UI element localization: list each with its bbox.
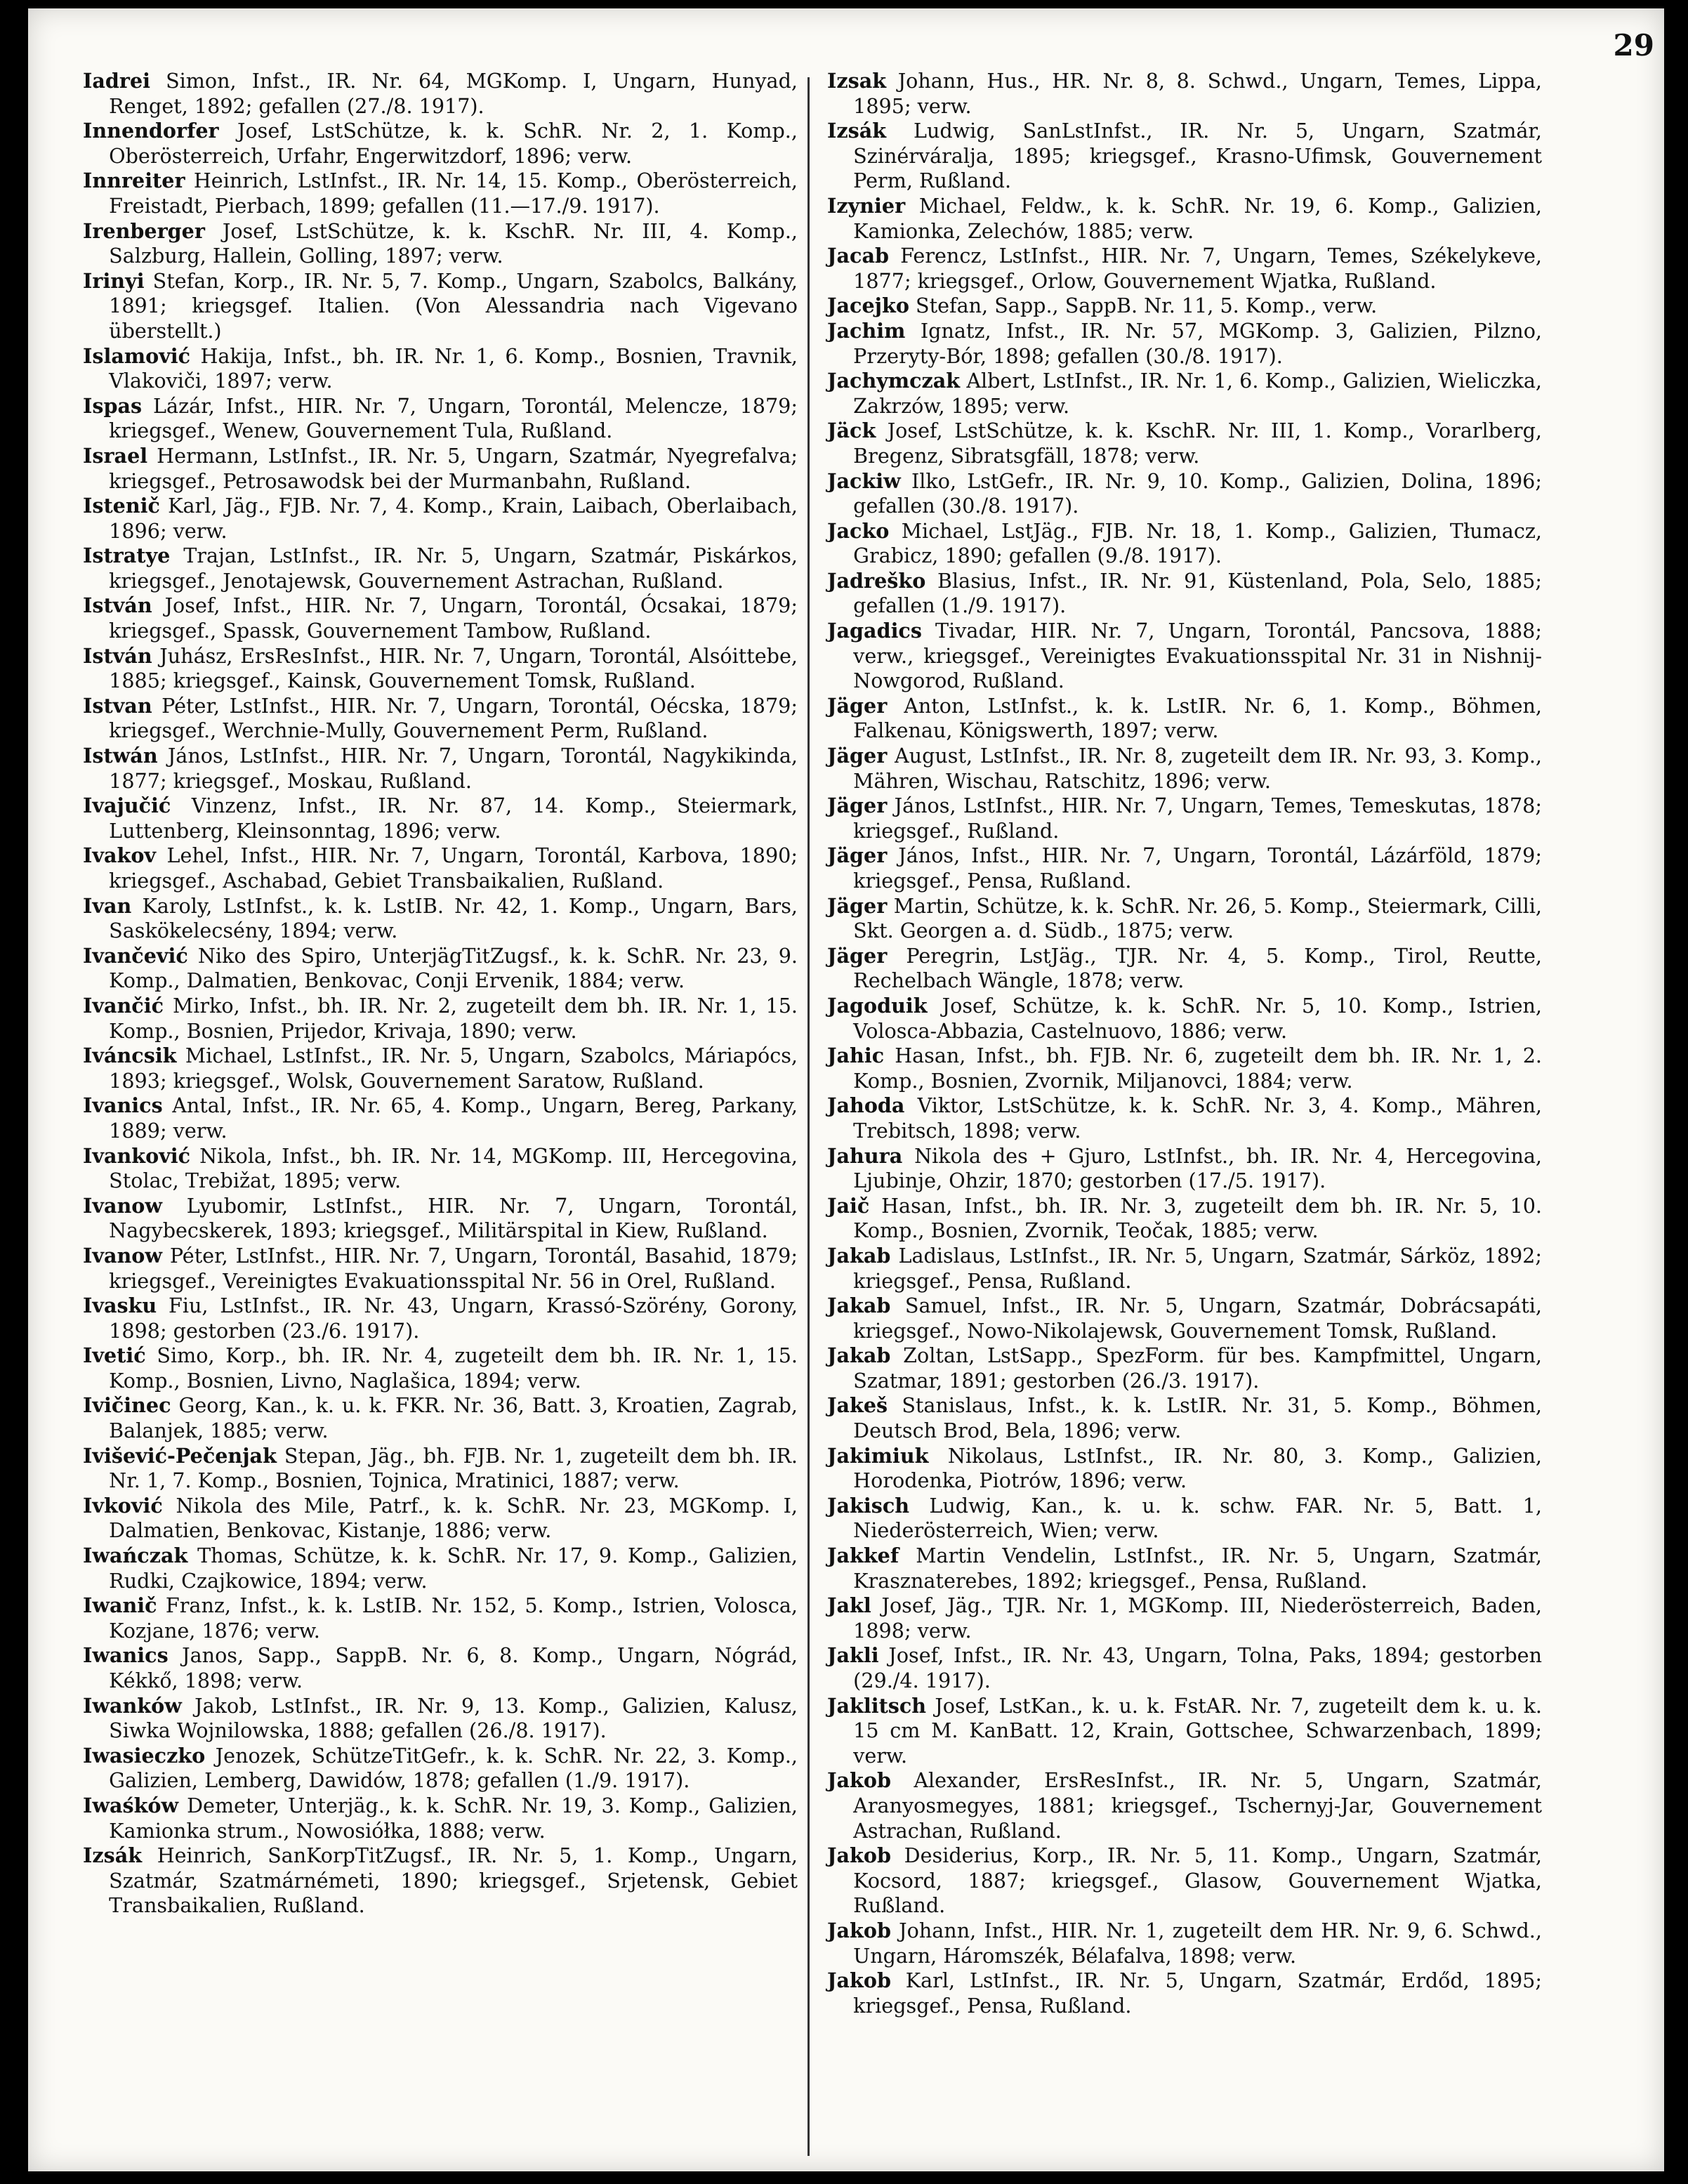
entry-details: Niko des Spiro, UnterjägTitZugsf., k. k. SchR. Nr. 23, 9. Komp., Dalmatien, Benkovac, Conji Ervenik, 1884; verw. xyxy=(109,943,798,993)
entry-details: Karl, Jäg., FJB. Nr. 7, 4. Komp., Krain, Laibach, Oberlaibach, 1896; verw. xyxy=(109,494,798,543)
register-entry xyxy=(827,419,1542,468)
register-entry xyxy=(827,1444,1542,1494)
register-entry xyxy=(827,1968,1542,2018)
register-entry xyxy=(827,294,1542,319)
entry-surname: Jakob xyxy=(827,1968,891,1993)
entry-details: Lázár, Infst., HIR. Nr. 7, Ungarn, Torontál, Melencze, 1879; kriegsgef., Wenew, Gouvernement Tula, Rußland. xyxy=(109,393,798,443)
entry-details: János, Infst., HIR. Nr. 7, Ungarn, Torontál, Lázárföld, 1879; kriegsgef., Pensa, Rußland. xyxy=(853,843,1543,893)
entry-details: Vinzenz, Infst., IR. Nr. 87, 14. Komp., Steiermark, Luttenberg, Kleinsonntag, 1896; verw. xyxy=(109,794,798,843)
entry-details: Karl, LstInfst., IR. Nr. 5, Ungarn, Szatmár, Erdőd, 1895; kriegsgef., Pensa, Rußland. xyxy=(853,1968,1542,2018)
page-number: 29 xyxy=(1613,28,1654,63)
entry-surname: Iadrei xyxy=(83,69,151,93)
register-entry xyxy=(83,1593,798,1643)
entry-surname: Jahura xyxy=(827,1143,903,1168)
entry-surname: Jäger xyxy=(827,744,888,768)
entry-details: Michael, Feldw., k. k. SchR. Nr. 19, 6. Komp., Galizien, Kamionka, Zelechów, 1885; verw. xyxy=(853,193,1542,243)
register-entry xyxy=(83,1294,798,1343)
entry-surname: Jadreško xyxy=(827,568,926,593)
register-entry xyxy=(83,1794,798,1843)
register-entry xyxy=(827,1768,1542,1843)
entry-surname: Istvan xyxy=(83,693,152,718)
entry-surname: Jahoda xyxy=(827,1093,905,1118)
register-entry xyxy=(83,119,798,169)
entry-surname: Jäger xyxy=(827,893,888,918)
entry-details: Josef, LstSchütze, k. k. SchR. Nr. 2, 1. Komp., Oberösterreich, Urfahr, Engerwitzdorf, 1896; verw. xyxy=(109,119,798,168)
entry-surname: Iwanič xyxy=(83,1593,157,1618)
entry-surname: Ivan xyxy=(83,893,132,918)
entry-details: Josef, LstSchütze, k. k. KschR. Nr. III, 1. Komp., Vorarlberg, Bregenz, Sibratsgfäll, 1878; verw. xyxy=(853,419,1542,468)
entry-surname: Izynier xyxy=(827,193,906,218)
entry-details: Ferencz, LstInfst., HIR. Nr. 7, Ungarn, Temes, Székelykeve, 1877; kriegsgef., Orlow, Gouvernement Wjatka, Rußland. xyxy=(853,244,1542,293)
entry-details: Desiderius, Korp., IR. Nr. 5, 11. Komp., Ungarn, Szatmár, Kocsord, 1887; kriegsgef., Glasow, Gouvernement Wjatka, Rußland. xyxy=(853,1843,1542,1918)
entry-details: Nikola des + Gjuro, LstInfst., bh. IR. Nr. 4, Hercegovina, Ljubinje, Ohzir, 1870; gestorben (17./5. 1917). xyxy=(853,1143,1542,1193)
register-entry xyxy=(827,1694,1542,1769)
register-entry xyxy=(827,1494,1542,1544)
entry-surname: Iwasieczko xyxy=(83,1743,206,1768)
entry-details: Josef, LstKan., k. u. k. FstAR. Nr. 7, zugeteilt dem k. u. k. 15 cm M. KanBatt. 12, Krain, Gottschee, Schwarzenbach, 1899; verw. xyxy=(853,1693,1543,1768)
entry-details: Samuel, Infst., IR. Nr. 5, Ungarn, Szatmár, Dobrácsapáti, kriegsgef., Nowo-Nikolajewsk, Gouvernement Tomsk, Rußland. xyxy=(853,1294,1542,1343)
entry-details: Johann, Infst., HIR. Nr. 1, zugeteilt dem HR. Nr. 9, 6. Schwd., Ungarn, Háromszék, Bélafalva, 1898; verw. xyxy=(853,1918,1542,1968)
entry-details: Stefan, Sapp., SappB. Nr. 11, 5. Komp., verw. xyxy=(915,294,1378,318)
entry-surname: Ivančić xyxy=(83,993,164,1018)
entry-details: Josef, Schütze, k. k. SchR. Nr. 5, 10. Komp., Istrien, Volosca-Abbazia, Castelnuovo, 1886; verw. xyxy=(853,993,1542,1043)
entry-surname: Jahic xyxy=(827,1044,885,1068)
entry-details: Josef, Infst., HIR. Nr. 7, Ungarn, Torontál, Ócsakai, 1879; kriegsgef., Spassk, Gouvernement Tambow, Rußland. xyxy=(109,593,798,643)
entry-details: Michael, LstJäg., FJB. Nr. 18, 1. Komp., Galizien, Tłumacz, Grabicz, 1890; gefallen (9./8. 1917). xyxy=(853,518,1542,568)
register-entry xyxy=(83,1343,798,1393)
register-entry xyxy=(827,794,1542,843)
entry-details: Hasan, Infst., bh. FJB. Nr. 6, zugeteilt dem bh. IR. Nr. 1, 2. Komp., Bosnien, Zvornik, Miljanovci, 1884; verw. xyxy=(853,1044,1542,1093)
entry-surname: Jakab xyxy=(827,1343,891,1368)
entry-surname: Iváncsik xyxy=(83,1044,177,1068)
register-entry xyxy=(827,519,1542,569)
register-entry xyxy=(83,1694,798,1744)
register-entry xyxy=(83,344,798,394)
register-entry xyxy=(83,1643,798,1693)
register-entry xyxy=(827,1843,1542,1919)
register-entry xyxy=(83,1393,798,1443)
entry-surname: Islamović xyxy=(83,343,191,368)
register-entry xyxy=(827,894,1542,944)
entry-details: Stanislaus, Infst., k. k. LstIR. Nr. 31, 5. Komp., Böhmen, Deutsch Brod, Bela, 1896; verw. xyxy=(853,1393,1543,1443)
register-entry xyxy=(83,894,798,944)
register-entry xyxy=(83,1144,798,1194)
register-entry xyxy=(827,1643,1542,1693)
entry-details: Georg, Kan., k. u. k. FKR. Nr. 36, Batt. 3, Kroatien, Zagrab, Balanjek, 1885; verw. xyxy=(109,1393,798,1443)
entry-details: Alexander, ErsResInfst., IR. Nr. 5, Ungarn, Szatmár, Aranyosmegyes, 1881; kriegsgef., Tschernyj-Jar, Gouvernement Astrachan, Rußland. xyxy=(853,1768,1542,1843)
register-entry xyxy=(83,1444,798,1494)
entry-details: Ludwig, SanLstInfst., IR. Nr. 5, Ungarn, Szatmár, Szinérváralja, 1895; kriegsgef., Krasno-Ufimsk, Gouvernement Perm, Rußland. xyxy=(853,119,1542,193)
entry-surname: Izsak xyxy=(827,69,887,93)
entry-surname: Jaklitsch xyxy=(827,1693,927,1718)
register-entry xyxy=(83,944,798,994)
entry-surname: Ivanow xyxy=(83,1243,162,1268)
register-entry xyxy=(83,644,798,694)
entry-surname: Jachim xyxy=(827,318,906,343)
register-entry xyxy=(827,569,1542,619)
register-entry xyxy=(827,744,1542,794)
entry-surname: Ivančević xyxy=(83,943,188,968)
entry-surname: Israel xyxy=(83,443,148,468)
entry-details: Thomas, Schütze, k. k. SchR. Nr. 17, 9. Komp., Galizien, Rudki, Czajkowice, 1894; verw. xyxy=(109,1544,798,1593)
entry-details: Nikola des Mile, Patrf., k. k. SchR. Nr. 23, MGKomp. I, Dalmatien, Benkovac, Kistanje, 1886; verw. xyxy=(109,1493,798,1543)
entry-surname: Istenič xyxy=(83,494,160,518)
register-entry xyxy=(827,1544,1542,1593)
entry-surname: Jäger xyxy=(827,794,888,818)
entry-details: Viktor, LstSchütze, k. k. SchR. Nr. 3, 4. Komp., Mähren, Trebitsch, 1898; verw. xyxy=(853,1093,1542,1143)
register-entry xyxy=(827,1144,1542,1194)
register-entry xyxy=(83,69,798,119)
register-entry xyxy=(83,1744,798,1794)
entry-surname: Ivković xyxy=(83,1493,163,1518)
entry-surname: Ivičinec xyxy=(83,1393,171,1418)
register-entry xyxy=(83,1093,798,1143)
entry-details: Juhász, ErsResInfst., HIR. Nr. 7, Ungarn, Torontál, Alsóittebe, 1885; kriegsgef., Kainsk, Gouvernement Tomsk, Rußland. xyxy=(109,643,798,693)
entry-surname: Iwaśków xyxy=(83,1793,179,1817)
entry-surname: Jagadics xyxy=(827,619,922,643)
entry-details: Heinrich, SanKorpTitZugsf., IR. Nr. 5, 1. Komp., Ungarn, Szatmár, Szatmárnémeti, 1890; kriegsgef., Srjetensk, Gebiet Transbaikalien, Rußland. xyxy=(109,1843,798,1918)
entry-details: Josef, Infst., IR. Nr. 43, Ungarn, Tolna, Paks, 1894; gestorben (29./4. 1917). xyxy=(853,1643,1542,1692)
register-entry xyxy=(83,1244,798,1294)
register-entry xyxy=(83,1494,798,1544)
entry-details: Péter, LstInfst., HIR. Nr. 7, Ungarn, Torontál, Basahid, 1879; kriegsgef., Vereinigtes Evakuationsspital Nr. 56 in Orel, Rußland. xyxy=(109,1243,798,1293)
entry-surname: Jackiw xyxy=(827,468,901,493)
entry-surname: Ispas xyxy=(83,393,143,418)
register-entry xyxy=(827,994,1542,1044)
entry-surname: Izsák xyxy=(827,119,887,143)
entry-surname: Irinyi xyxy=(83,268,145,293)
entry-details: Ludwig, Kan., k. u. k. schw. FAR. Nr. 5, Batt. 1, Niederösterreich, Wien; verw. xyxy=(853,1493,1542,1543)
register-entry xyxy=(827,469,1542,519)
entry-surname: Ivajučić xyxy=(83,794,171,818)
entry-surname: Jakeš xyxy=(827,1393,888,1418)
entry-surname: Iwanków xyxy=(83,1693,182,1718)
entry-surname: Ivanics xyxy=(83,1093,163,1118)
register-entry xyxy=(83,269,798,344)
entry-surname: Jakimiuk xyxy=(827,1443,929,1468)
register-entry xyxy=(827,1294,1542,1343)
entry-surname: Jaič xyxy=(827,1193,870,1218)
entry-details: Stefan, Korp., IR. Nr. 5, 7. Komp., Ungarn, Szabolcs, Balkány, 1891; kriegsgef. Italien. (Von Alessandria nach Vigevano überstellt.) xyxy=(109,268,798,343)
entry-details: Janos, Sapp., SappB. Nr. 6, 8. Komp., Ungarn, Nógrád, Kékkő, 1898; verw. xyxy=(109,1643,798,1692)
entry-surname: Jakli xyxy=(827,1643,879,1668)
register-entry xyxy=(827,1593,1542,1643)
entry-surname: Jacejko xyxy=(827,294,909,318)
entry-details: Simo, Korp., bh. IR. Nr. 4, zugeteilt dem bh. IR. Nr. 1, 15. Komp., Bosnien, Livno, Naglašica, 1894; verw. xyxy=(109,1343,798,1393)
entry-details: Karoly, LstInfst., k. k. LstIB. Nr. 42, 1. Komp., Ungarn, Bars, Saskökelecsény, 1894; verw. xyxy=(109,893,798,943)
entry-details: Ladislaus, LstInfst., IR. Nr. 5, Ungarn, Szatmár, Sárköz, 1892; kriegsgef., Pensa, Rußland. xyxy=(853,1243,1542,1293)
entry-details: János, LstInfst., HIR. Nr. 7, Ungarn, Torontál, Nagykikinda, 1877; kriegsgef., Moskau, Rußland. xyxy=(109,744,798,793)
entry-surname: Ivišević-Pečenjak xyxy=(83,1443,277,1468)
register-entry xyxy=(83,694,798,744)
entry-details: Stepan, Jäg., bh. FJB. Nr. 1, zugeteilt dem bh. IR. Nr. 1, 7. Komp., Bosnien, Tojnica, Mratinici, 1887; verw. xyxy=(109,1443,798,1493)
register-entry xyxy=(83,843,798,893)
entry-details: Tivadar, HIR. Nr. 7, Ungarn, Torontál, Pancsova, 1888; verw., kriegsgef., Vereinigtes Evakuationsspital Nr. 31 in Nishnij-Nowgorod, Rußland. xyxy=(853,619,1542,693)
entry-surname: Jakob xyxy=(827,1843,891,1868)
entry-details: Peregrin, LstJäg., TJR. Nr. 4, 5. Komp., Tirol, Reutte, Rechelbach Wängle, 1878; verw. xyxy=(853,943,1542,993)
entry-surname: Innendorfer xyxy=(83,119,219,143)
register-entry xyxy=(83,444,798,494)
entry-details: Martin, Schütze, k. k. SchR. Nr. 26, 5. Komp., Steiermark, Cilli, Skt. Georgen a. d. Südb., 1875; verw. xyxy=(853,893,1542,943)
register-entry xyxy=(83,494,798,544)
entry-surname: Ivetić xyxy=(83,1343,146,1368)
register-entry xyxy=(827,843,1542,893)
entry-surname: Jacko xyxy=(827,518,890,543)
entry-surname: Jäger xyxy=(827,943,888,968)
entry-details: Antal, Infst., IR. Nr. 65, 4. Komp., Ungarn, Bereg, Parkany, 1889; verw. xyxy=(109,1093,798,1143)
register-entry xyxy=(83,994,798,1044)
entry-surname: István xyxy=(83,593,152,618)
register-entry xyxy=(83,1544,798,1593)
register-entry xyxy=(83,744,798,794)
register-entry xyxy=(827,694,1542,744)
register-entry xyxy=(83,1843,798,1919)
entry-surname: Jäck xyxy=(827,419,876,443)
entry-surname: Innreiter xyxy=(83,169,185,193)
entry-details: Blasius, Infst., IR. Nr. 91, Küstenland, Pola, Selo, 1885; gefallen (1./9. 1917). xyxy=(853,568,1542,618)
register-entry xyxy=(827,194,1542,244)
entry-surname: Jäger xyxy=(827,693,888,718)
entry-details: August, LstInfst., IR. Nr. 8, zugeteilt dem IR. Nr. 93, 3. Komp., Mähren, Wischau, Ratschitz, 1896; verw. xyxy=(853,744,1542,793)
entry-details: Hermann, LstInfst., IR. Nr. 5, Ungarn, Szatmár, Nyegrefalva; kriegsgef., Petrosawodsk bei der Murmanbahn, Rußland. xyxy=(109,443,798,493)
register-entry xyxy=(827,1393,1542,1443)
register-entry xyxy=(827,1093,1542,1143)
entry-surname: Ivasku xyxy=(83,1294,157,1318)
register-entry xyxy=(83,794,798,843)
entry-details: Fiu, LstInfst., IR. Nr. 43, Ungarn, Krassó-Szörény, Gorony, 1898; gestorben (23./6. 1917). xyxy=(109,1294,798,1343)
entry-surname: Jakl xyxy=(827,1593,871,1618)
entry-details: Michael, LstInfst., IR. Nr. 5, Ungarn, Szabolcs, Máriapócs, 1893; kriegsgef., Wolsk, Gouvernement Saratow, Rußland. xyxy=(109,1044,798,1093)
register-entry xyxy=(827,1044,1542,1093)
register-entry xyxy=(827,69,1542,119)
register-entry xyxy=(83,219,798,269)
register-entry xyxy=(83,1194,798,1244)
register-entry xyxy=(827,1919,1542,1968)
register-entry xyxy=(83,544,798,593)
entry-surname: Jacab xyxy=(827,244,889,268)
entry-surname: Istwán xyxy=(83,744,158,768)
entry-surname: Jachymczak xyxy=(827,369,961,393)
register-entry xyxy=(83,593,798,643)
entry-surname: Jakab xyxy=(827,1243,891,1268)
entry-details: Zoltan, LstSapp., SpezForm. für bes. Kampfmittel, Ungarn, Szatmar, 1891; gestorben (26./3. 1917). xyxy=(853,1343,1542,1393)
entry-surname: Istratye xyxy=(83,544,171,568)
entry-details: Heinrich, LstInfst., IR. Nr. 14, 15. Komp., Oberösterreich, Freistadt, Pierbach, 1899; gefallen (11.—17./9. 1917). xyxy=(109,169,798,218)
entry-details: Lyubomir, LstInfst., HIR. Nr. 7, Ungarn, Torontál, Nagybecskerek, 1893; kriegsgef., Militärspital in Kiew, Rußland. xyxy=(109,1193,798,1243)
register-entry xyxy=(827,944,1542,994)
register-entry xyxy=(827,619,1542,694)
register-entry xyxy=(827,244,1542,294)
register-entry xyxy=(83,1044,798,1093)
register-entry xyxy=(827,1244,1542,1294)
register-entry xyxy=(827,1343,1542,1393)
entry-details: Lehel, Infst., HIR. Nr. 7, Ungarn, Torontál, Karbova, 1890; kriegsgef., Aschabad, Gebiet Transbaikalien, Rußland. xyxy=(109,843,798,893)
entry-details: Simon, Infst., IR. Nr. 64, MGKomp. I, Ungarn, Hunyad, Renget, 1892; gefallen (27./8. 1917). xyxy=(109,69,798,118)
entry-surname: Ivanow xyxy=(83,1193,162,1218)
entry-details: Johann, Hus., HR. Nr. 8, 8. Schwd., Ungarn, Temes, Lippa, 1895; verw. xyxy=(853,69,1543,118)
entry-surname: Iwanics xyxy=(83,1643,169,1668)
entry-details: Ignatz, Infst., IR. Nr. 57, MGKomp. 3, Galizien, Pilzno, Przeryty-Bór, 1898; gefallen (30./8. 1917). xyxy=(853,318,1542,368)
entry-details: Jakob, LstInfst., IR. Nr. 9, 13. Komp., Galizien, Kalusz, Siwka Wojnilowska, 1888; gefallen (26./8. 1917). xyxy=(109,1693,798,1743)
entry-details: Nikola, Infst., bh. IR. Nr. 14, MGKomp. III, Hercegovina, Stolac, Trebižat, 1895; verw. xyxy=(109,1143,798,1193)
entry-details: Josef, Jäg., TJR. Nr. 1, MGKomp. III, Niederösterreich, Baden, 1898; verw. xyxy=(853,1593,1542,1643)
entry-details: Nikolaus, LstInfst., IR. Nr. 80, 3. Komp., Galizien, Horodenka, Piotrów, 1896; verw. xyxy=(853,1443,1543,1493)
entry-surname: Irenberger xyxy=(83,218,205,243)
entry-surname: Ivakov xyxy=(83,843,157,868)
entry-details: János, LstInfst., HIR. Nr. 7, Ungarn, Temes, Temeskutas, 1878; kriegsgef., Rußland. xyxy=(853,794,1543,843)
entry-details: Trajan, LstInfst., IR. Nr. 5, Ungarn, Szatmár, Piskárkos, kriegsgef., Jenotajewsk, Gouvernement Astrachan, Rußland. xyxy=(109,544,798,593)
left-column xyxy=(83,69,798,1919)
entry-details: Hasan, Infst., bh. IR. Nr. 3, zugeteilt dem bh. IR. Nr. 5, 10. Komp., Bosnien, Zvornik, Teočak, 1885; verw. xyxy=(853,1193,1543,1243)
entry-surname: Jakab xyxy=(827,1294,891,1318)
entry-surname: Ivanković xyxy=(83,1143,191,1168)
entry-surname: Jäger xyxy=(827,843,888,868)
entry-details: Martin Vendelin, LstInfst., IR. Nr. 5, Ungarn, Szatmár, Krasznaterebes, 1892; kriegsgef., Pensa, Rußland. xyxy=(853,1544,1542,1593)
register-entry xyxy=(827,119,1542,194)
register-entry xyxy=(83,394,798,444)
entry-surname: Jakkef xyxy=(827,1544,899,1568)
entry-details: Ilko, LstGefr., IR. Nr. 9, 10. Komp., Galizien, Dolina, 1896; gefallen (30./8. 1917). xyxy=(853,468,1543,518)
entry-details: Hakija, Infst., bh. IR. Nr. 1, 6. Komp., Bosnien, Travnik, Vlakoviči, 1897; verw. xyxy=(109,343,798,393)
entry-surname: Jakob xyxy=(827,1768,891,1793)
entry-details: Jenozek, SchützeTitGefr., k. k. SchR. Nr. 22, 3. Komp., Galizien, Lemberg, Dawidów, 1878; gefallen (1./9. 1917). xyxy=(109,1743,798,1793)
entry-surname: Iwańczak xyxy=(83,1544,188,1568)
entry-surname: Jakob xyxy=(827,1918,891,1942)
entry-surname: Izsák xyxy=(83,1843,143,1868)
entry-details: Anton, LstInfst., k. k. LstIR. Nr. 6, 1. Komp., Böhmen, Falkenau, Königswerth, 1897; verw. xyxy=(853,693,1542,743)
entry-details: Josef, LstSchütze, k. k. KschR. Nr. III, 4. Komp., Salzburg, Hallein, Golling, 1897; verw. xyxy=(109,218,798,268)
right-column xyxy=(827,69,1542,2018)
register-entry xyxy=(827,1194,1542,1244)
register-entry xyxy=(827,369,1542,419)
entry-details: Péter, LstInfst., HIR. Nr. 7, Ungarn, Torontál, Oécska, 1879; kriegsgef., Werchnie-Mully, Gouvernement Perm, Rußland. xyxy=(109,693,798,743)
entry-details: Franz, Infst., k. k. LstIB. Nr. 152, 5. Komp., Istrien, Volosca, Kozjane, 1876; verw. xyxy=(109,1593,798,1643)
register-entry xyxy=(827,319,1542,369)
entry-surname: Jakisch xyxy=(827,1493,910,1518)
register-entry xyxy=(83,169,798,218)
entry-details: Demeter, Unterjäg., k. k. SchR. Nr. 19, 3. Komp., Galizien, Kamionka strum., Nowosiółka, 1888; verw. xyxy=(109,1793,798,1843)
entry-details: Mirko, Infst., bh. IR. Nr. 2, zugeteilt dem bh. IR. Nr. 1, 15. Komp., Bosnien, Prijedor, Krivaja, 1890; verw. xyxy=(109,993,798,1043)
entry-details: Albert, LstInfst., IR. Nr. 1, 6. Komp., Galizien, Wieliczka, Zakrzów, 1895; verw. xyxy=(853,369,1543,418)
column-divider xyxy=(807,77,810,2156)
entry-surname: István xyxy=(83,643,152,668)
entry-surname: Jagoduik xyxy=(827,993,928,1018)
